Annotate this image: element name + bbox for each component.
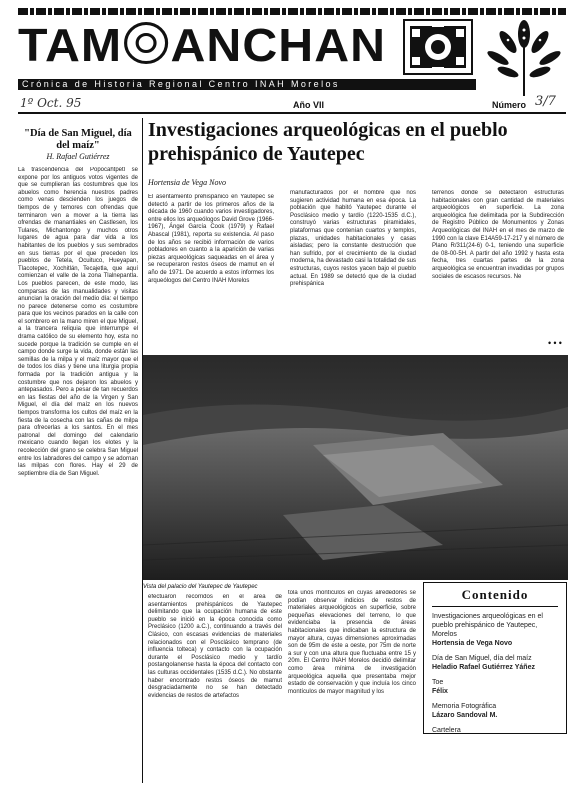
- contents-item: [432, 726, 558, 735]
- calendar-stone-icon: [124, 22, 168, 64]
- contents-item: [432, 654, 558, 672]
- contents-item-text: Memoria Fotográfica: [432, 703, 497, 710]
- main-author: Hortensia de Vega Novo: [148, 178, 226, 187]
- issue-label: Número: [492, 100, 527, 110]
- main-col-3: terrenos donde se detectaron estructuras habitacionales con gran cantidad de materiales arqueológicos en superficie. La zona arqueológica fue delimitada por la Subdirección de Registro Público de Monumentos y Zonas Arqueológicas del INAH en el mes de marzo de 1990 con la clave E14A59-17-217 y el número de Plano R/311(24-6) 0-1, teniendo una superficie de 08-00-5H. A partir del año 1992 y hasta esta fecha, tres cuartas partes de la zona arqueológica se encuentran invadidas por grupos sociales de escasos recursos. Ne: [432, 190, 564, 280]
- contents-item-text: Día de San Miguel, día del maíz: [432, 655, 532, 662]
- contents-item-author: Lázaro Sandoval M.: [432, 712, 498, 719]
- left-article-author: H. Rafael Gutiérrez: [46, 152, 110, 161]
- main-bottom-col-1: efectuaron recorridos en el área de asentamientos prehispánicos de Yautepec delimitando que la ocupación humana de este pueblo se inició en la época conocida como Preclásico (1200 a.C.), continuando a través del Clásico, con escasas evidencias de materiales relacionados con el Posclásico temprano (de influencia tolteca) y contacto con la ocupación durante el Posclásico medio y tardío postangolanense hasta la época del contacto con las culturas occidentales (1535 d.C.). No obstante haber encontrado restos óseos de mamut desgraciadamente no se han detectado evidencias de restos de artefactos: [148, 594, 282, 699]
- contents-item-author: Félix: [432, 688, 448, 695]
- contents-item-author: Hortensia de Vega Novo: [432, 640, 513, 647]
- plant-icon: [484, 16, 564, 98]
- handwritten-date: 1º Oct. 95: [20, 96, 82, 110]
- contents-item-text: Cartelera: [432, 727, 461, 734]
- masthead-border: [18, 8, 566, 15]
- main-headline: Investigaciones arqueológicas en el pueblo prehispánico de Yautepec: [148, 119, 508, 165]
- main-col-2: manufacturados por el hombre que nos sugieren actividad humana en esa época. La población que habitó Yautepec durante el Posclásico medio y tardío (1220-1535 d.C.), construyó varias estructuras piramidales, plataformas que contenían cuartos y templos, plazas, unidades habitacionales y casas aisladas; pero la constante destrucción que han sufrido, por el crecimiento de la ciudad moderna, ha devastado casi la totalidad de sus estructuras, cuyos restos yacen bajo el pueblo actual. En 1989 se detectó que de la ciudad prehispánica: [290, 190, 416, 288]
- masthead-title-right: ANCHAN: [170, 19, 387, 71]
- contents-item: [432, 678, 558, 696]
- photo-caption: Vista del palacio del Yautepec de Yautepec: [143, 584, 258, 590]
- masthead-title: [18, 18, 386, 72]
- contents-item-text: Investigaciones arqueológicas en el pueblo prehispánico de Yautepec, Morelos: [432, 613, 543, 638]
- contents-item-text: Toe: [432, 679, 444, 686]
- contents-title: Contenido: [461, 587, 529, 602]
- contents-item: [432, 702, 558, 720]
- continuation-mark: • • •: [548, 338, 562, 348]
- article-photo: [143, 355, 568, 580]
- main-col-1: El asentamiento prehispánico en Yautepec se detectó a partir de los primeros años de la década de 1960 cuando varios investigadores, entre ellos los arqueólogos David Grove (1966-1967), Ángel García Cook (1979) y Rafael Abascal (1981), reporta su existencia. Al paso de los años se recibió información de varios pobladores en cuanto a la aparición de varias piezas arqueológicas saqueadas en el área y se recuperaron restos óseos de mamut en el año de 1971. De acuerdo a estos informes los arqueólogos del Centro INAH Morelos: [148, 194, 274, 284]
- issue-number: 3/7: [535, 94, 556, 109]
- masthead-subtitle: Crónica de Historia Regional Centro INAH Morelos: [18, 79, 476, 90]
- year-label: Año VII: [293, 100, 324, 110]
- masthead-rule: [18, 112, 566, 114]
- contents-item: [432, 612, 558, 648]
- masthead-title-left: TAM: [18, 19, 123, 71]
- left-article: [18, 128, 138, 789]
- aztec-glyph-icon: [402, 18, 474, 76]
- main-bottom-col-2: tola unos montículos en cuyas alrededores se podían observar indicios de restos de materiales arqueológicos en superficie, sobre pequeñas elevaciones del terreno, lo que evidenciaba la presencia de áreas habitacionales que indicaban la estructura de mayor altura, cuyas dimensiones aproximadas son de 95m de este a oeste, por 75m de norte a sur y con una altura que fluctuaba entre 15 y 20m. El Centro INAH Morelos decidió delimitar como área mínima de investigación arqueológica aquella que presentaba mejor estado de conservación y que incluía los cinco montículos de mayor magnitud y los: [288, 590, 416, 695]
- left-article-body: La trascendencia del Popocahtpetl se expone por los antiguos votos vigentes de que se cumplieran las costumbres que los abuelos como herencia nuestros padres como venas descienden los juegos de tiempos de y temores con ofrendas que terminaron ven a mover a la tierra las ofrendas de manantiales en Castlesen, los Tulares, Michantongo y muchos otros lugares de agua para dar vida a los habitantes de los pueblos y sus sembrados en sus tierras por el que preceden los pueblos de Tetela, Ocuituco, Hueyapan, Tlacotepec, Xochitlán, Tecajetla, que aquí comienzan el valle de la zona Tlalnepantla. Los pueblos parecen, de este modo, las comparsas de las manualidades y visitas anuncian la oración del medio día: el tiempo no parece detenerse como es costumbre para que los vecinos parados en la calle con el sombrero en la mano miren el que Miguel, a la trancera reliquia que interrumpe el drama católico de su elemento hoy, esta no sucede porque la tradición se cumple en el campo donde surge la vida, donde están las semillas de la milpa y el maíz mayor que el de todos los días y tiene una liturgia propia formada por la tradición antigua y la costumbre que nos dejaron los abuelos y antepasados. Pero a pesar de tan recuerdos en las fiestas del año de la Virgen y San Miguel, el día del maíz en los nuevos tiempos transforma los cultos del maíz en la fiesta de la cosecha con las cañas de milpa para ofrecerlas a los santos. En el mes patronal del domingo del calendario mexicano cuando llegan los elotes y la recolección del grano se celebra San Miguel entre los labradores del campo y se adornan las milpas con flores. Hay el 29 de septiembre día de San Miguel.: [18, 167, 138, 477]
- left-article-title: "Día de San Miguel, día del maíz": [24, 128, 132, 151]
- contents-box: [423, 582, 567, 734]
- contents-item-author: Heladio Rafael Gutiérrez Yáñez: [432, 664, 535, 671]
